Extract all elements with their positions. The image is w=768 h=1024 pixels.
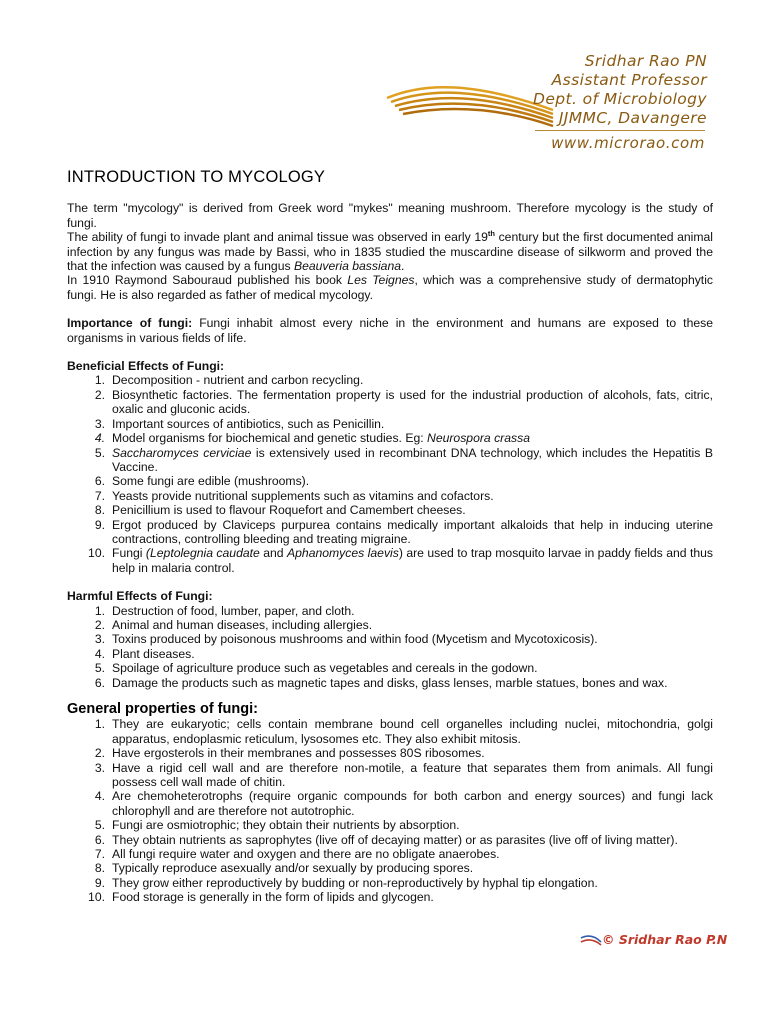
list-text: Have a rigid cell wall and are therefore non-motile, a feature that separates them from animals. All fungi possess cell wall made of chitin. (112, 760, 713, 790)
list-number: 2. (94, 746, 105, 761)
list-number: 6. (94, 474, 105, 489)
list-number: 3. (94, 632, 105, 647)
list-text: Animal and human diseases, including allergies. (112, 617, 373, 632)
species-name: Saccharomyces cerviciae (112, 445, 252, 460)
list-text: ) are used to trap mosquito larvae in paddy fields and thus help in malaria control. (112, 546, 714, 575)
list-item (67, 876, 713, 890)
list-number: 6. (94, 832, 105, 847)
list-text: They grow either reproductively by budding or non-reproductively by hyphal tip elongation. (112, 875, 598, 890)
author-institution: JJMMC, Davangere (558, 109, 707, 127)
species-name: Neurospora crassa (427, 431, 530, 446)
list-item (67, 518, 713, 547)
list-text: Spoilage of agriculture produce such as vegetables and cereals in the godown. (112, 661, 538, 676)
list-number: 5. (94, 445, 105, 460)
list-number: 1. (94, 603, 105, 618)
list-text: Food storage is generally in the form of lipids and glycogen. (112, 890, 434, 905)
list-item (67, 818, 713, 832)
list-item (67, 676, 713, 690)
list-number: 10. (88, 546, 105, 561)
list-text: Fungi (112, 546, 146, 561)
intro-text: century but the first documented animal infection by any fungus was made by Bassi, who in 1835 studied the muscardine disease of silkworm and proved the that the infection was caused by a fungus (67, 230, 713, 274)
list-text: They obtain nutrients as saprophytes (live off of decaying matter) or as parasites (live off of living matter). (112, 832, 678, 847)
list-text: Toxins produced by poisonous mushrooms and within food (Mycetism and Mycotoxicosis). (112, 632, 598, 647)
list-number: 1. (94, 717, 105, 732)
list-number: 8. (94, 861, 105, 876)
list-number: 2. (94, 387, 105, 402)
list-text: Are chemoheterotrophs (require organic compounds for both carbon and energy sources) and fungi lack chlorophyll and are therefore not autotrophic. (112, 789, 713, 818)
list-text: Important sources of antibiotics, such as Penicillin. (112, 416, 385, 431)
list-text: All fungi require water and oxygen and there are no obligate anaerobes. (112, 847, 500, 862)
list-number: 3. (94, 416, 105, 431)
general-list (67, 717, 713, 904)
list-number: 5. (94, 661, 105, 676)
intro-paragraph-2 (67, 230, 713, 273)
species-name: (Leptolegnia caudate (145, 546, 260, 561)
list-text: Damage the products such as magnetic tapes and disks, glass lenses, marble statues, bones and wax. (112, 675, 668, 690)
list-text: Typically reproduce asexually and/or sexually by producing spores. (112, 861, 474, 876)
list-text: Have ergosterols in their membranes and possesses 80S ribosomes. (112, 746, 485, 761)
author-title: Assistant Professor (551, 71, 707, 89)
list-item (67, 431, 713, 445)
list-item (67, 746, 713, 760)
harmful-list (67, 604, 713, 690)
superscript: th (487, 229, 495, 239)
species-name: Beauveria bassiana (293, 259, 402, 274)
list-text: They are eukaryotic; cells contain membrane bound cell organelles including nuclei, mitochondria, golgi apparatus, endoplasmic reticulum, lysosomes etc. They also exhibit mitosis. (112, 717, 713, 746)
beneficial-list (67, 373, 713, 575)
list-item (67, 890, 713, 904)
header-divider (535, 130, 705, 131)
list-item (67, 446, 713, 475)
importance-label: Importance of fungi: (67, 316, 193, 331)
intro-text: . (401, 259, 405, 274)
list-item (67, 861, 713, 875)
main-content (67, 170, 713, 905)
list-number: 4. (94, 789, 105, 804)
list-number: 3. (94, 760, 105, 775)
list-item (67, 632, 713, 646)
list-item (67, 546, 713, 575)
general-heading: General properties of fungi: (67, 701, 258, 717)
book-title: Les Teignes (347, 273, 415, 288)
list-number: 4. (94, 646, 105, 661)
list-number: 2. (94, 617, 105, 632)
list-item (67, 373, 713, 387)
list-item (67, 717, 713, 746)
list-number: 1. (94, 373, 105, 388)
intro-paragraph-3 (67, 273, 713, 302)
website-link[interactable]: www.microrao.com (551, 134, 705, 152)
list-text: Biosynthetic factories. The fermentation property is used for the industrial production of alcohols, fats, citric, oxalic and gluconic acids. (112, 387, 713, 417)
list-number: 7. (94, 847, 105, 862)
page-title: INTRODUCTION TO MYCOLOGY (67, 168, 326, 186)
wave-logo-icon (385, 80, 555, 130)
list-text: Decomposition - nutrient and carbon recycling. (112, 373, 364, 388)
footer-text: © Sridhar Rao P.N (602, 932, 728, 947)
importance-paragraph (67, 316, 713, 345)
author-block (533, 52, 707, 128)
list-number: 7. (94, 488, 105, 503)
swoosh-icon (580, 934, 602, 946)
list-item (67, 789, 713, 818)
list-text: Yeasts provide nutritional supplements such as vitamins and cofactors. (112, 488, 494, 503)
intro-text: The ability of fungi to invade plant and animal tissue was observed in early 19 (67, 230, 488, 245)
intro-text: In 1910 Raymond Sabouraud published his book (67, 273, 348, 288)
list-text: Fungi are osmiotrophic; they obtain their nutrients by absorption. (112, 818, 460, 833)
list-item (67, 833, 713, 847)
intro-text: , which was a comprehensive study of dermatophytic fungi. He is also regarded as father of medical mycology. (67, 273, 713, 302)
list-item (67, 417, 713, 431)
beneficial-heading: Beneficial Effects of Fungi: (67, 359, 225, 374)
list-number: 9. (94, 875, 105, 890)
letterhead (385, 52, 715, 162)
list-item (67, 604, 713, 618)
list-item (67, 847, 713, 861)
list-text: Penicillium is used to flavour Roquefort and Camembert cheeses. (112, 503, 466, 518)
list-text: Ergot produced by Claviceps purpurea contains medically important alkaloids that help in inducing uterine contractions, controlling bleeding and treating migraine. (112, 517, 713, 546)
list-text: Some fungi are edible (mushrooms). (112, 474, 310, 489)
list-number: 6. (94, 675, 105, 690)
list-item (67, 761, 713, 790)
list-text: is extensively used in recombinant DNA technology, which includes the Hepatitis B Vaccine. (112, 445, 713, 474)
importance-text: Fungi inhabit almost every niche in the environment and humans are exposed to these organisms in various fields of life. (67, 316, 713, 345)
list-number: 10. (88, 890, 105, 905)
list-item (67, 503, 713, 517)
list-text: Destruction of food, lumber, paper, and cloth. (112, 603, 355, 618)
harmful-heading: Harmful Effects of Fungi: (67, 589, 213, 604)
list-text: and (259, 546, 288, 561)
author-name: Sridhar Rao PN (584, 52, 707, 70)
list-number: 4. (94, 431, 105, 446)
intro-paragraph-1: The term "mycology" is derived from Greek word "mykes" meaning mushroom. Therefore mycology is the study of fungi. (67, 201, 713, 230)
list-item (67, 489, 713, 503)
author-department: Dept. of Microbiology (533, 90, 707, 108)
list-text: Model organisms for biochemical and genetic studies. Eg: (112, 431, 428, 446)
list-item (67, 474, 713, 488)
list-item (67, 388, 713, 417)
list-number: 9. (94, 517, 105, 532)
list-number: 8. (94, 503, 105, 518)
list-item (67, 647, 713, 661)
list-item (67, 661, 713, 675)
list-number: 5. (94, 818, 105, 833)
list-item (67, 618, 713, 632)
species-name: Aphanomyces laevis (287, 546, 399, 561)
list-text: Plant diseases. (112, 646, 195, 661)
